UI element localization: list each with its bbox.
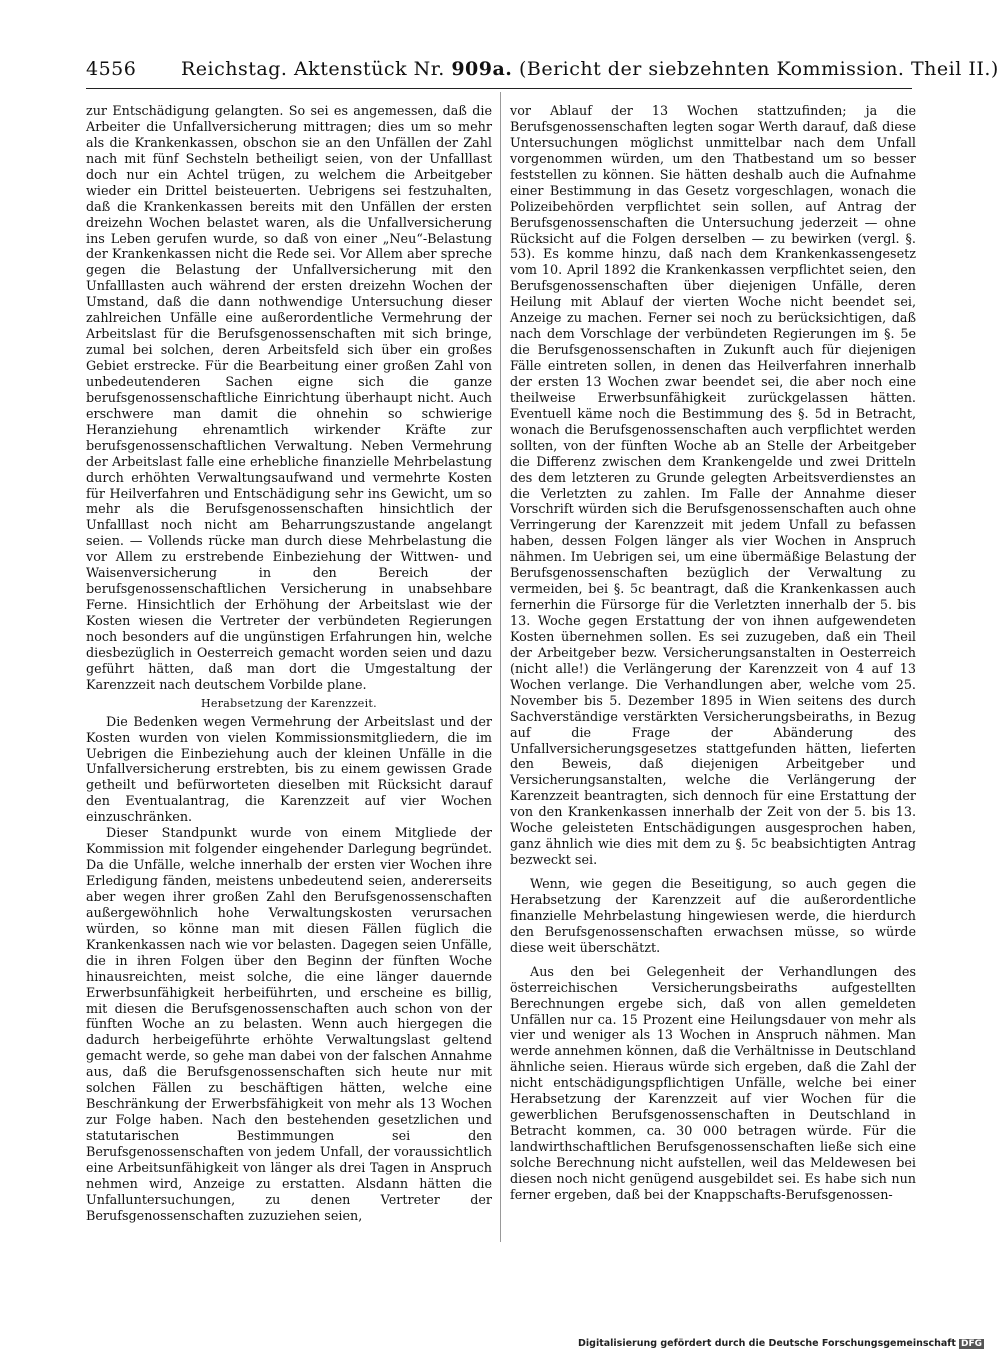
running-title — [181, 58, 999, 80]
paragraph: Dieser Standpunkt wurde von einem Mitgliede der Kommission mit folgender eingehender Darlegung begründet. Da die Unfälle, welche innerhalb der ersten vier Wochen ihre Erledigung fänden, meistens unbedeutend seien, andererseits aber wegen ihrer großen Zahl den Berufsgenossenschaften außergewöhnlich hohe Verwaltungskosten verursachen würden, so könne man mit diesen Fällen füglich die Krankenkassen nach wie vor belasten. Dagegen seien Unfälle, die in ihren Folgen über den Beginn der fünften Woche hinausreichten, meist solche, die eine länger dauernde Erwerbsunfähigkeit herbeiführten, und erscheine es billig, mit diesen die Berufsgenossenschaften auch schon von der fünften Woche an zu belasten. Wenn auch hiergegen die dadurch herbeigeführte erhöhte Verwaltungslast geltend gemacht werde, so gehe man dabei von der falschen Annahme aus, daß die Berufsgenossenschaften sich heute nur mit solchen Fällen zu beschäftigen hätten, welche eine Beschränkung der Erwerbsfähigkeit von mehr als 13 Wochen zur Folge haben. Nach den bestehenden gesetzlichen und statutarischen Bestimmungen sei den Berufsgenossenschaften von jedem Unfall, der voraussichtlich eine Arbeitsunfähigkeit von länger als drei Tagen in Anspruch nehmen wird, Anzeige zu erstatten. Alsdann hätten die Unfalluntersuchungen, zu denen Vertreter der Berufsgenossenschaften zuzuziehen seien, — [86, 826, 492, 1224]
digitization-credit — [578, 1338, 984, 1349]
section-heading: Herabsetzung der Karenzzeit. — [201, 696, 377, 710]
title-prefix: Reichstag. Aktenstück Nr. — [181, 58, 452, 80]
page-number: 4556 — [86, 58, 137, 80]
left-column — [86, 104, 492, 1225]
header-rule — [86, 88, 912, 89]
paragraph: vor Ablauf der 13 Wochen stattzufinden; ja die Berufsgenossenschaften legten sogar Werth darauf, daß diese Untersuchungen möglichst unmittelbar nach dem Unfall vorgenommen würden, um den Thatbestand um so besser feststellen zu können. Sie hätten deshalb auch die Aufnahme einer Bestimmung in das Gesetz vorgeschlagen, wonach die Polizeibehörden verpflichtet sein sollen, auf Antrag der Berufsgenossenschaften die Untersuchung jederzeit — ohne Rücksicht auf die Folgen derselben — zu bewirken (vergl. §. 53). Es komme hinzu, daß nach dem Krankenkassengesetz vom 10. April 1892 die Krankenkassen verpflichtet seien, den Berufsgenossenschaften über diejenigen Unfälle, deren Heilung mit Ablauf der vierten Woche nicht beendet sei, Anzeige zu machen. Ferner sei noch zu berücksichtigen, daß nach dem Vorschlage der verbündeten Regierungen im §. 5e die Berufsgenossenschaften in Zukunft auch für diejenigen Fälle eintreten sollen, in denen das Heilverfahren innerhalb der ersten 13 Wochen zwar beendet sei, die aber noch eine theilweise Erwerbsunfähigkeit zurückgelassen hätten. Eventuell käme noch die Bestimmung des §. 5d in Betracht, wonach die Berufsgenossenschaften auch verpflichtet werden sollten, von der fünften Woche ab an Stelle der Arbeitgeber die Differenz zwischen dem Krankengelde und zwei Dritteln des dem letzteren zu Grunde gelegten Arbeitsverdienstes an die Verletzten zu zahlen. Im Falle der Annahme dieser Vorschrift würden sich die Berufsgenossenschaften auch ohne Verringerung der Karenzzeit mit jedem Unfall zu befassen haben, dessen Folgen länger als vier Wochen in Anspruch nähmen. Im Uebrigen sei, um eine übermäßige Belastung der Berufsgenossenschaften bezüglich der Verwaltung zu vermeiden, bei §. 5c beantragt, daß die Krankenkassen auch fernerhin die Fürsorge für die Verletzten innerhalb der 5. bis 13. Woche gegen Erstattung der von ihnen aufgewendeten Kosten übernehmen sollen. Es sei zuzugeben, daß ein Theil der Arbeitgeber bezw. Versicherungsanstalten in Oesterreich (nicht alle!) die Verlängerung der Karenzzeit von 4 auf 13 Wochen verlange. Die Verhandlungen aber, welche vom 25. November bis 5. Dezember 1895 in Wien seitens des durch Sachverständige verstärkten Versicherungsbeiraths, in Bezug auf die Frage der Abänderung des Unfallversicherungsgesetzes stattgefunden hätten, lieferten den Beweis, daß diejenigen Arbeitgeber und Versicherungsanstalten, welche die Verlängerung der Karenzzeit beantragten, sich dennoch für eine Erstattung der von den Krankenkassen innerhalb der Zeit von der 5. bis 13. Woche geleisteten Entschädigungen ausgesprochen haben, ganz ähnlich wie dies mit dem zu §. 5c beabsichtigten Antrag bezweckt sei. — [510, 104, 916, 869]
column-divider — [500, 92, 501, 1242]
paragraph: Die Bedenken wegen Vermehrung der Arbeitslast und der Kosten wurden von vielen Kommissionsmitgliedern, die im Uebrigen die Einbeziehung auch der kleinen Unfälle in die Unfallversicherung erstrebten, bis zu einem gewissen Grade getheilt und befürworteten dieselben mit Rücksicht darauf den Eventualantrag, die Karenzzeit auf vier Wochen einzuschränken. — [86, 714, 492, 826]
document-number: 909a. — [451, 58, 513, 80]
dfg-logo: DFG — [960, 1339, 982, 1349]
credit-text: Digitalisierung gefördert durch die Deutsche Forschungsgemeinschaft — [578, 1338, 956, 1349]
page-header — [86, 58, 999, 88]
paragraph: zur Entschädigung gelangten. So sei es angemessen, daß die Arbeiter die Unfallversicherung mittragen; dies um so mehr als die Krankenkassen, obschon sie an den Unfällen der Zahl nach mit fünf Sechsteln betheiligt seien, von der Unfalllast doch nur ein Achtel trügen, zu welchem die Arbeitgeber wieder ein Drittel beisteuerten. Uebrigens sei festzuhalten, daß die Krankenkassen bereits mit den Unfällen der ersten dreizehn Wochen belastet waren, als die Unfallversicherung ins Leben gerufen wurde, so daß von einer „Neu“-Belastung der Krankenkassen nicht die Rede sei. Vor Allem aber spreche gegen die Belastung der Unfallversicherung mit den Unfalllasten auch während der ersten dreizehn Wochen der Umstand, daß die dann nothwendige Untersuchung dieser zahlreichen Unfälle eine außerordentliche Vermehrung der Arbeitslast für die Berufsgenossenschaften mit sich bringe, zumal bei solchen, deren Arbeitsfeld sich über ein großes Gebiet erstrecke. Für die Bearbeitung einer großen Zahl von unbedeutenderen Sachen eigne sich die ganze berufsgenossenschaftliche Einrichtung überhaupt nicht. Auch erschwere man damit die ohnehin so schwierige Heranziehung ehrenamtlich wirkender Kräfte zur berufsgenossenschaftlichen Verwaltung. Neben Vermehrung der Arbeitslast falle eine erhebliche finanzielle Mehrbelastung durch erhöhten Verwaltungsaufwand und vermehrte Kosten für Heilverfahren und Entschädigung sehr ins Gewicht, um so mehr als die Berufsgenossenschaften hinsichtlich der Unfalllast noch nicht am Beharrungszustande angelangt seien. — Vollends rücke man durch diese Mehrbelastung die vor Allem zu erstrebende Einbeziehung der Wittwen- und Waisenversicherung in den Bereich der berufsgenossenschaftlichen Versicherung in unabsehbare Ferne. Hinsichtlich der Erhöhung der Arbeitslast wie der Kosten wiesen die Vertreter der verbündeten Regierungen noch besonders auf die ungünstigen Erfahrungen hin, welche diesbezüglich in Oesterreich gemacht worden seien und dazu geführt hätten, daß man dort die Umgestaltung der Karenzzeit nach deutschem Vorbilde plane. — [86, 104, 492, 693]
title-suffix: (Bericht der siebzehnten Kommission. Theil II.) — [512, 58, 999, 80]
paragraph: Wenn, wie gegen die Beseitigung, so auch gegen die Herabsetzung der Karenzzeit auf die außerordentliche finanzielle Mehrbelastung hingewiesen werde, die hierdurch den Berufsgenossenschaften erwachsen müsse, so würde diese weit überschätzt. — [510, 877, 916, 956]
right-column — [510, 104, 916, 1204]
paragraph: Aus den bei Gelegenheit der Verhandlungen des österreichischen Versicherungsbeiraths aufgestellten Berechnungen ergebe sich, daß von allen gemeldeten Unfällen nur ca. 15 Prozent eine Heilungsdauer von mehr als vier und weniger als 13 Wochen in Anspruch nähmen. Man werde annehmen können, daß die Verhältnisse in Deutschland ähnliche seien. Hieraus würde sich ergeben, daß die Zahl der nicht entschädigungspflichtigen Unfälle, welche bei einer Herabsetzung der Karenzzeit auf vier Wochen für die gewerblichen Berufsgenossenschaften in Deutschland in Betracht kommen, ca. 30 000 betragen würde. Für die landwirthschaftlichen Berufsgenossenschaften ließe sich eine solche Berechnung nicht aufstellen, weil das Meldewesen bei diesen noch nicht genügend ausgebildet sei. Es habe sich nun ferner ergeben, daß bei der Knappschafts-Berufsgenossen- — [510, 964, 916, 1203]
